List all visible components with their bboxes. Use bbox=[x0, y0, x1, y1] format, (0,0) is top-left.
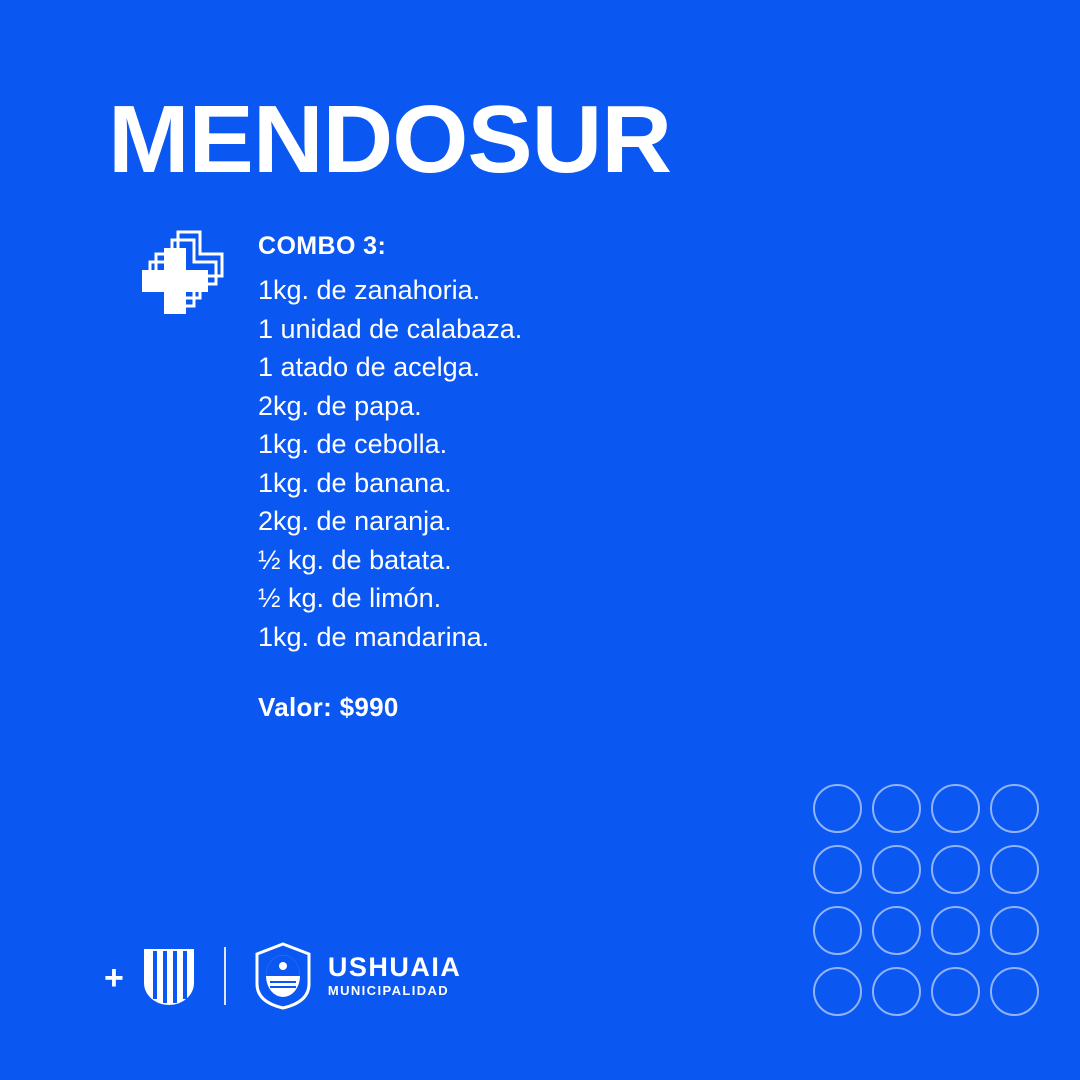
combo-heading: COMBO 3: bbox=[258, 232, 387, 260]
circle-icon bbox=[990, 906, 1039, 955]
footer-org-label: MUNICIPALIDAD bbox=[327, 983, 450, 999]
circle-icon bbox=[872, 845, 921, 894]
circle-icon bbox=[990, 967, 1039, 1016]
circle-icon bbox=[813, 967, 862, 1016]
circle-icon bbox=[813, 845, 862, 894]
ushuaia-u-logo-icon bbox=[138, 945, 200, 1007]
circle-icon bbox=[872, 906, 921, 955]
circle-icon bbox=[990, 845, 1039, 894]
circle-icon bbox=[931, 906, 980, 955]
circle-icon bbox=[813, 906, 862, 955]
circle-icon bbox=[931, 784, 980, 833]
circle-icon bbox=[990, 784, 1039, 833]
list-item: 1 unidad de calabaza. bbox=[258, 313, 523, 344]
circle-icon bbox=[813, 784, 862, 833]
list-item: 1kg. de mandarina. bbox=[258, 621, 490, 652]
circle-icon bbox=[872, 784, 921, 833]
list-item: ½ kg. de batata. bbox=[258, 544, 452, 575]
list-item: 1kg. de banana. bbox=[258, 467, 452, 498]
list-item: 1kg. de zanahoria. bbox=[258, 275, 481, 305]
footer-divider bbox=[224, 947, 226, 1005]
list-item: ½ kg. de limón. bbox=[258, 583, 442, 613]
list-item: 2kg. de naranja. bbox=[258, 506, 452, 536]
circle-icon bbox=[931, 845, 980, 894]
combo-details bbox=[258, 232, 818, 723]
footer-wordmark bbox=[328, 953, 462, 999]
dot-grid-decoration bbox=[808, 778, 1044, 1022]
list-item: 1kg. de cebolla. bbox=[258, 429, 448, 459]
page-title: MENDOSUR bbox=[108, 86, 672, 193]
list-item: 2kg. de papa. bbox=[258, 390, 422, 421]
footer-logo-bar bbox=[104, 940, 461, 1012]
plus-logo-icon bbox=[108, 222, 228, 342]
circle-icon bbox=[931, 967, 980, 1016]
municipality-crest-icon bbox=[252, 942, 314, 1010]
plus-symbol-icon: + bbox=[104, 959, 124, 997]
list-item: 1 atado de acelga. bbox=[258, 352, 481, 382]
combo-price: Valor: $990 bbox=[258, 692, 399, 722]
circle-icon bbox=[872, 967, 921, 1016]
footer-city-label: USHUAIA bbox=[327, 952, 462, 983]
combo-item-list bbox=[258, 271, 818, 656]
